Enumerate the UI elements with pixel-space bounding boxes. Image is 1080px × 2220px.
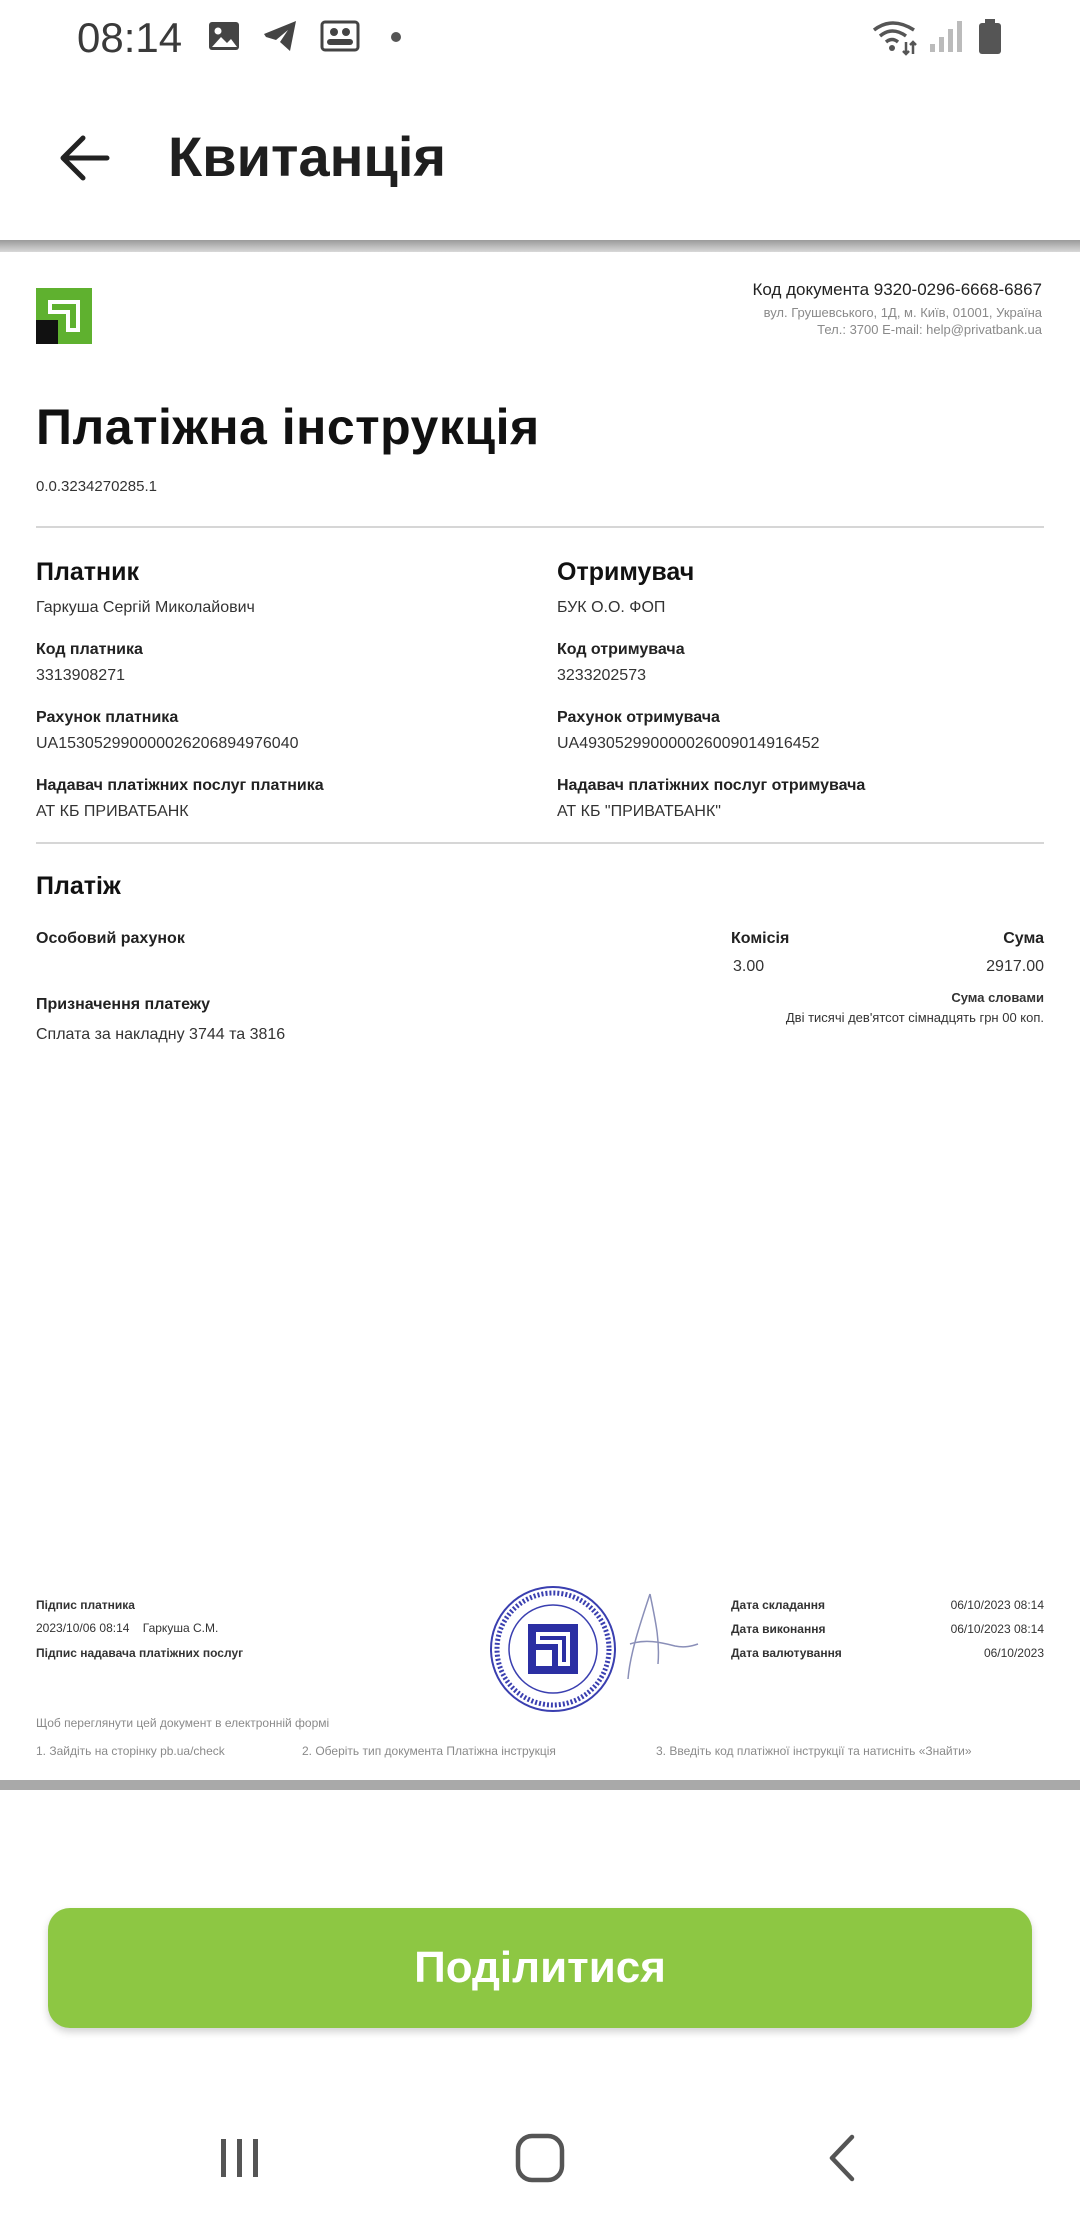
payer-sign-value: 2023/10/06 08:14 Гаркуша С.М. (36, 1621, 219, 1635)
sum-words-label: Сума словами (951, 990, 1044, 1005)
divider (36, 526, 1044, 528)
sum-label: Сума (1003, 930, 1044, 947)
doc-code: Код документа 9320-0296-6668-6867 (752, 280, 1042, 299)
sum-words-value: Дві тисячі дев'ятсот сімнадцять грн 00 коп. (785, 1010, 1044, 1025)
payer-provider: АТ КБ ПРИВАТБАНК (36, 803, 189, 820)
system-nav-bar (0, 2070, 1080, 2220)
privatbank-logo (36, 288, 92, 344)
payment-title: Платіж (36, 872, 121, 900)
step-2: 2. Оберіть тип документа Платіжна інструкція (302, 1744, 556, 1758)
recipient-provider-label: Надавач платіжних послуг отримувача (557, 777, 866, 794)
battery-icon (976, 18, 1004, 61)
home-icon (513, 2131, 567, 2190)
provider-sign-label: Підпис надавача платіжних послуг (36, 1646, 244, 1660)
recipient-name: БУК О.О. ФОП (557, 599, 666, 616)
share-button-label: Поділитися (414, 1943, 666, 1992)
share-button[interactable] (48, 1908, 1032, 2028)
receipt-top-edge (0, 240, 1080, 252)
step-3: 3. Введіть код платіжної інструкції та натисніть «Знайти» (656, 1744, 972, 1758)
home-button[interactable] (500, 2120, 580, 2200)
recents-button[interactable] (200, 2120, 280, 2200)
back-button[interactable] (46, 122, 122, 198)
back-chevron-icon (822, 2131, 862, 2190)
recents-icon (215, 2133, 265, 2188)
document-title: Платіжна інструкція (36, 399, 540, 455)
system-back-button[interactable] (802, 2120, 882, 2200)
sum-value: 2917.00 (986, 958, 1044, 975)
payer-account-label: Рахунок платника (36, 709, 179, 726)
gallery-icon (206, 18, 242, 59)
dot-icon (390, 30, 402, 48)
date-executed-label: Дата виконання (731, 1622, 826, 1636)
view-hint: Щоб переглянути цей документ в електронній формі (36, 1716, 330, 1730)
signal-icon (928, 18, 964, 59)
recipient-account: UA493052990000026009014916452 (557, 735, 820, 752)
payer-block (36, 558, 536, 821)
payer-name: Гаркуша Сергій Миколайович (36, 599, 255, 616)
date-value-label: Дата валютування (731, 1646, 842, 1660)
wifi-icon (870, 18, 918, 61)
page-title: Квитанція (168, 125, 447, 188)
date-created-value: 06/10/2023 08:14 (950, 1598, 1044, 1612)
status-time: 08:14 (77, 14, 183, 61)
bank-address (764, 304, 1042, 338)
commission-value: 3.00 (733, 958, 765, 975)
payer-sign-label: Підпис платника (36, 1598, 135, 1612)
purpose-value: Сплата за накладну 3744 та 3816 (36, 1026, 286, 1043)
divider (36, 842, 1044, 844)
receipt-document[interactable] (0, 252, 1080, 1782)
recipient-account-label: Рахунок отримувача (557, 709, 720, 726)
telegram-icon (262, 18, 300, 59)
purpose-label: Призначення платежу (36, 996, 211, 1013)
signature-mark (600, 1584, 710, 1699)
recipient-code: 3233202573 (557, 667, 646, 684)
status-bar (0, 0, 1080, 76)
arrow-left-icon (57, 134, 111, 187)
document-number: 0.0.3234270285.1 (36, 478, 157, 495)
share-area (0, 1790, 1080, 2070)
date-executed-value: 06/10/2023 08:14 (950, 1622, 1044, 1636)
personal-account-label: Особовий рахунок (36, 930, 185, 947)
payer-title: Платник (36, 558, 139, 586)
recipient-block (557, 558, 1057, 821)
bank-address-line: вул. Грушевського, 1Д, м. Київ, 01001, Україна (763, 305, 1042, 320)
bank-stamp (488, 1584, 618, 1719)
payer-code-label: Код платника (36, 641, 143, 658)
step-1: 1. Зайдіть на сторінку pb.ua/check (36, 1744, 225, 1758)
date-value-value: 06/10/2023 (983, 1646, 1044, 1660)
receipt-bottom-edge (0, 1780, 1080, 1790)
recipient-provider: АТ КБ "ПРИВАТБАНК" (557, 803, 721, 820)
payer-code: 3313908271 (36, 667, 125, 684)
recipient-title: Отримувач (557, 558, 695, 586)
recipient-code-label: Код отримувача (557, 641, 685, 658)
payer-account: UA153052990000026206894976040 (36, 735, 299, 752)
commission-label: Комісія (731, 930, 790, 947)
payer-provider-label: Надавач платіжних послуг платника (36, 777, 324, 794)
bank-contacts-line: Тел.: 3700 E-mail: help@privatbank.ua (817, 322, 1042, 337)
date-created-label: Дата складання (731, 1598, 826, 1612)
contacts-icon (320, 18, 360, 59)
app-bar (0, 76, 1080, 242)
